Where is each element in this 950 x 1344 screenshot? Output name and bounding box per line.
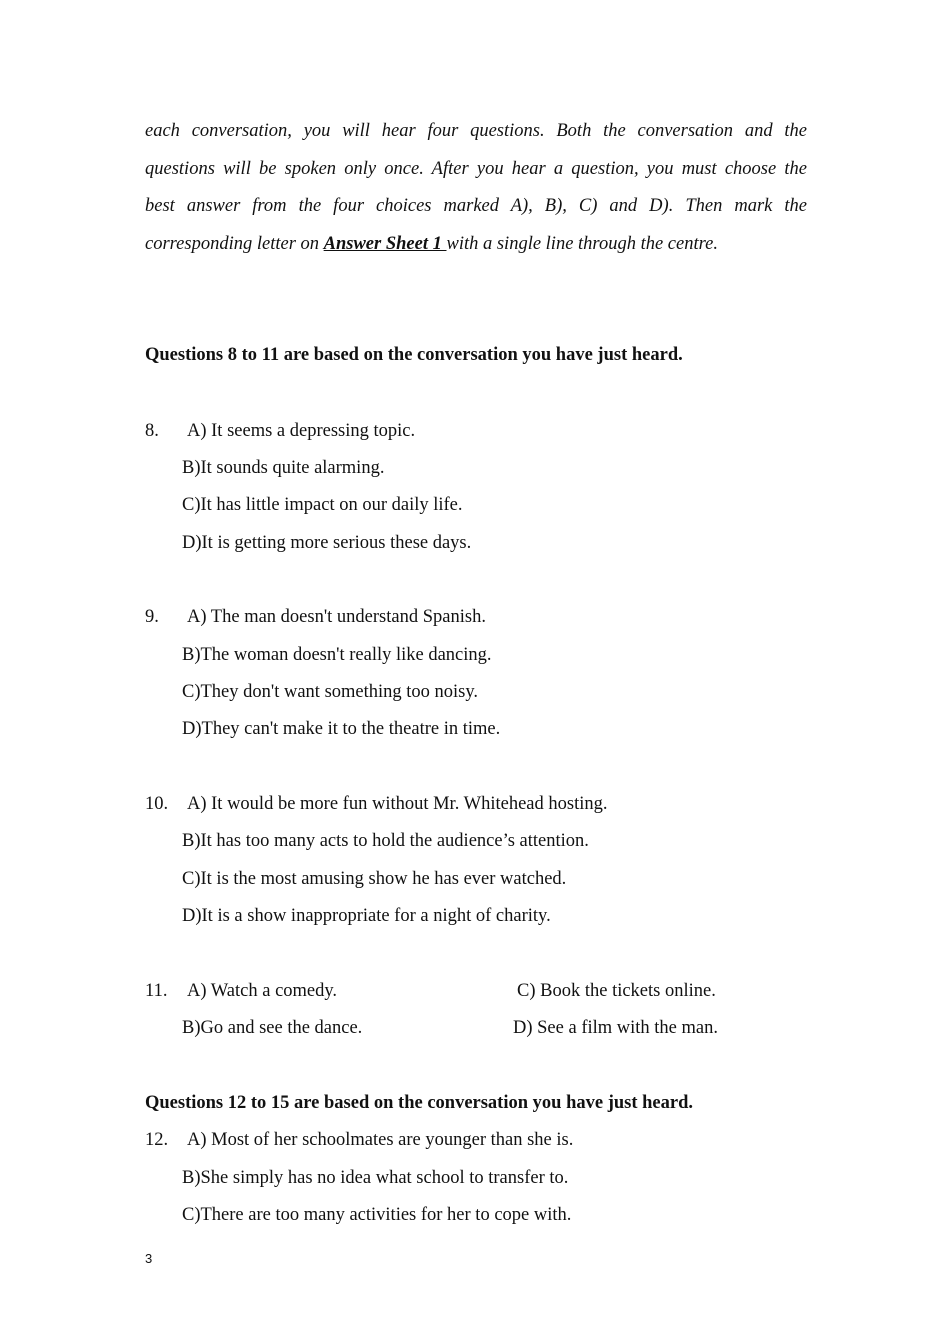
option-c: C) Book the tickets online.: [517, 981, 716, 1001]
instructions-text: with a single line through the centre.: [446, 233, 718, 254]
option-b: B)She simply has no idea what school to transfer to.: [182, 1168, 569, 1188]
option-a: A) The man doesn't understand Spanish.: [187, 607, 486, 627]
option-d: D)They can't make it to the theatre in time.: [182, 719, 501, 739]
instructions-paragraph: [145, 113, 807, 263]
answer-sheet-reference: Answer Sheet 1: [323, 233, 447, 254]
option-a: A) It seems a depressing topic.: [187, 421, 416, 441]
option-b: B)The woman doesn't really like dancing.: [182, 645, 492, 665]
option-b: B)It has too many acts to hold the audience’s attention.: [182, 831, 589, 851]
instructions-text: corresponding letter on: [145, 233, 324, 254]
question-number: 12.: [145, 1130, 169, 1150]
option-c: C)It has little impact on our daily life.: [182, 495, 463, 515]
option-b: B)It sounds quite alarming.: [182, 458, 385, 478]
option-c: C)They don't want something too noisy.: [182, 682, 479, 702]
option-a: A) It would be more fun without Mr. Whitehead hosting.: [187, 794, 608, 814]
option-d: D)It is a show inappropriate for a night of charity.: [182, 906, 551, 926]
instructions-line: questions will be spoken only once. After you hear a question, you must choose the: [145, 158, 807, 179]
question-number: 8.: [145, 421, 159, 441]
instructions-line: each conversation, you will hear four questions. Both the conversation and the: [145, 121, 807, 141]
section-heading: Questions 8 to 11 are based on the conversation you have just heard.: [145, 345, 683, 365]
section-heading: Questions 12 to 15 are based on the conversation you have just heard.: [145, 1093, 693, 1113]
option-d: D)It is getting more serious these days.: [182, 533, 472, 553]
option-b: B)Go and see the dance.: [182, 1018, 363, 1038]
question-number: 9.: [145, 607, 159, 627]
option-a: A) Most of her schoolmates are younger than she is.: [187, 1130, 574, 1150]
option-c: C)There are too many activities for her to cope with.: [182, 1205, 572, 1225]
instructions-line: best answer from the four choices marked A), B), C) and D). Then mark the: [145, 196, 807, 216]
question-number: 10.: [145, 794, 169, 814]
option-a: A) Watch a comedy.: [187, 981, 338, 1001]
option-c: C)It is the most amusing show he has ever watched.: [182, 869, 567, 889]
page-number: 3: [145, 1251, 153, 1266]
question-number: 11.: [145, 981, 168, 1001]
option-d: D) See a film with the man.: [513, 1018, 718, 1038]
instructions-line: [145, 226, 807, 264]
